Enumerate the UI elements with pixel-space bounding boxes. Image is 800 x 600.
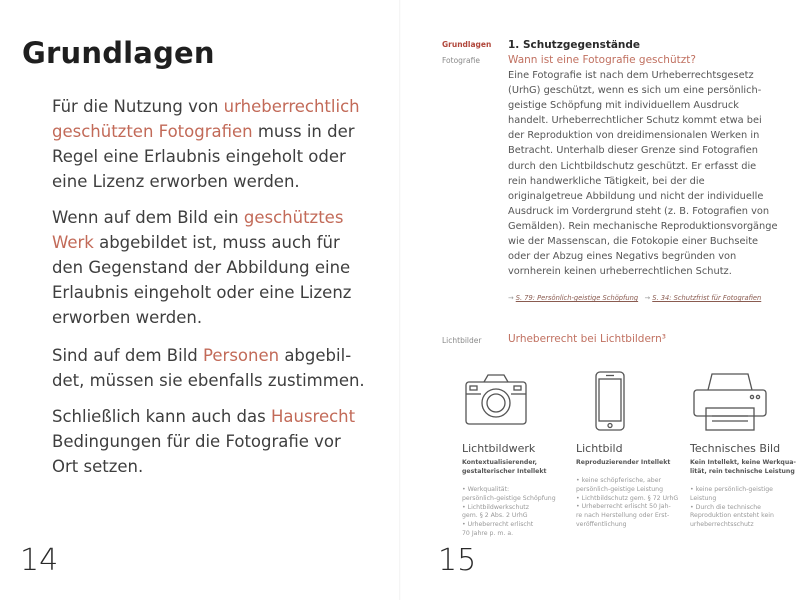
paragraph-text: abgebildet ist, muss auch für den Gegenstand der Abbildung eine Erlaubnis eingeholt oder eine Lizenz erworben werden.: [52, 233, 352, 327]
highlight-text: Personen: [203, 346, 280, 365]
column-title: Lichtbildwerk: [462, 442, 536, 455]
paragraph-2: [52, 205, 372, 330]
section-subheading: Wann ist eine Fotografie geschützt?: [508, 54, 696, 66]
printer-icon: [690, 370, 770, 434]
bullet-line: • Werkqualität:: [462, 486, 510, 493]
paragraph-4: [52, 404, 372, 479]
highlight-text: Hausrecht: [270, 407, 356, 426]
paragraph-3: [52, 343, 372, 393]
bullet-line: • Urheberrecht erlischt 50 Jah-: [576, 503, 671, 511]
highlight-text: geschütztes Werk: [52, 208, 344, 252]
camera-icon: [462, 370, 532, 430]
column-lichtbildwerk: [462, 370, 572, 539]
bullet-line: re nach Herstellung oder Erst-: [576, 512, 670, 520]
reference-link[interactable]: S. 34: Schutzfrist für Fotografien: [652, 294, 762, 302]
description-line: Reproduzierender Intellekt: [576, 459, 671, 466]
bullet-line: • Lichtbildwerkschutz: [462, 503, 529, 511]
column-lichtbild: [576, 370, 686, 530]
page-number: 14: [20, 543, 59, 578]
bullet-line: Reproduktion entsteht kein: [690, 512, 774, 520]
paragraph-text: Für die Nutzung von: [52, 97, 224, 116]
description-line: lität, rein technische Leistung: [690, 468, 795, 475]
lichtbilder-heading: Urheberrecht bei Lichtbildern³: [508, 333, 666, 345]
bullet-line: persönlich-geistige Leistung: [576, 485, 664, 493]
bullet-line: urheberrechtsschutz: [690, 521, 754, 529]
paragraph-text: Wenn auf dem Bild ein: [52, 208, 244, 227]
highlight-text: urheberrechtlich geschützten Fotografien: [52, 97, 360, 141]
bullet-line: • keine persönlich-geistige: [690, 486, 773, 493]
bullet-line: • Lichtbildschutz gem. § 72 UrhG: [576, 494, 679, 502]
column-description: [462, 458, 572, 476]
arrow-right-icon: →: [640, 294, 653, 302]
bullet-line: • Durch die technische: [690, 503, 761, 511]
column-description: [576, 458, 686, 467]
paragraph-text: abgebildet, müssen sie ebenfalls zustimmen.: [52, 346, 365, 390]
description-line: gestalterischer Intellekt: [462, 468, 547, 475]
bullet-line: 70 Jahre p. m. a.: [462, 529, 514, 537]
description-line: Kontextualisierender,: [462, 459, 538, 466]
cross-references: [508, 294, 761, 302]
bullet-line: veröffentlichung: [576, 520, 627, 528]
section-heading: 1. Schutzgegenstände: [508, 39, 641, 51]
margin-label-lichtbilder: Lichtbilder: [442, 336, 482, 345]
column-bullets: [690, 486, 800, 530]
description-line: Kein Intellekt, keine Werkqua-: [690, 459, 797, 466]
column-title: Lichtbild: [576, 442, 623, 455]
right-page: [400, 0, 800, 600]
reference-link[interactable]: S. 79: Persönlich-geistige Schöpfung: [515, 294, 639, 302]
bullet-line: gem. § 2 Abs. 2 UrhG: [462, 512, 528, 520]
column-bullets: [576, 477, 686, 530]
smartphone-icon: [576, 370, 646, 436]
margin-label-topic: Fotografie: [442, 56, 480, 65]
page-title: Grundlagen: [22, 36, 215, 70]
paragraph-text: muss in der Regel eine Erlaubnis eingeholt oder eine Lizenz erworben werden.: [52, 122, 355, 191]
bullet-line: • keine schöpferische, aber: [576, 477, 662, 484]
bullet-line: persönlich-geistige Schöpfung: [462, 494, 556, 502]
paragraph-1: [52, 94, 372, 194]
paragraph-text: Sind auf dem Bild: [52, 346, 204, 365]
column-title: Technisches Bild: [690, 442, 781, 455]
margin-label-section: Grundlagen: [442, 40, 492, 49]
column-bullets: [462, 486, 572, 539]
column-description: [690, 458, 800, 476]
paragraph-text: Schließlich kann auch das: [52, 407, 271, 426]
bullet-line: • Urheberrecht erlischt: [462, 521, 534, 529]
paragraph-text: Bedingungen für die Fotografie vor Ort setzen.: [52, 432, 341, 476]
column-technisches-bild: [690, 370, 800, 530]
bullet-line: Leistung: [690, 494, 717, 502]
section-body: Eine Fotografie ist nach dem Urheberrechtsgesetz (UrhG) geschützt, wenn es sich um eine persönlich-geistige Schöpfung mit individuellem Ausdruck handelt. Urheberrechtlicher Schutz kommt etwa bei der Reproduktion von dreidimensionalen Werken in Betracht. Unterhalb dieser Grenze sind Fotografien durch den Lichtbildschutz geschützt. Er erfasst die rein handwerkliche Tätigkeit, bei der die originalgetreue Abbildung und nicht der individuelle Ausdruck im Vordergrund steht (z. B. Fotografien von Gemälden). Rein mechanische Reproduktionsvorgänge wie der Massenscan, die Fotokopie einer Buchseite oder der Abzug eines Negativs begründen von vornherein keinen urheberrechtlichen Schutz.: [508, 70, 778, 278]
arrow-right-icon: →: [508, 294, 516, 302]
page-number: 15: [438, 543, 477, 578]
